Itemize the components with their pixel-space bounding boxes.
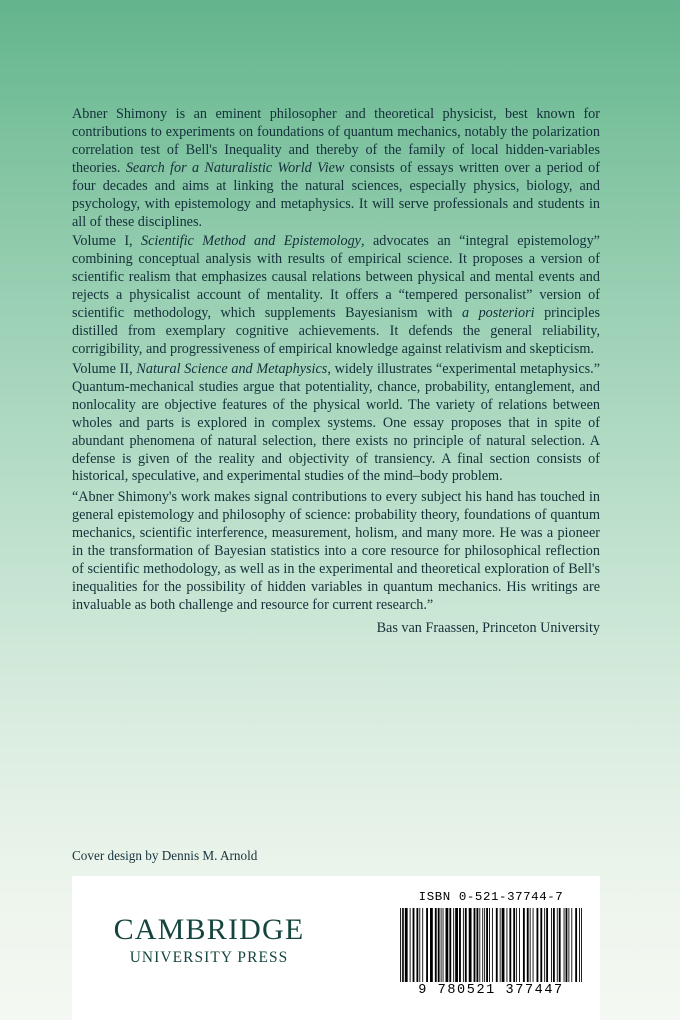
text-run: Abner Shimony is an eminent philosopher and theoretical physicist, best known for contributions to experiments on foundations of quantum mechanics, notably the polarization correlation test of Bell's Inequality and thereby of the family of local hidden-variables theories. xyxy=(72,106,600,176)
italic-run: Natural Science and Metaphysics xyxy=(136,360,328,377)
text-run: principles distilled from exemplary cognitive achievements. It defends the general reliability, corrigibility, and progressiveness of empirical knowledge against relativism and skepticism. xyxy=(72,305,601,358)
barcode-digits: 9 780521 377447 xyxy=(418,983,564,998)
italic-run: Scientific Method and Epistemology xyxy=(141,233,361,250)
barcode-image xyxy=(398,908,584,982)
publisher-name-line2: UNIVERSITY PRESS xyxy=(129,948,289,966)
text-run: consists of essays written over a period of four decades and aims at linking the natural sciences, especially physics, biology, and psychology, with epistemology and metaphysics. It will serve professionals and students in all of these disciplines. xyxy=(72,159,601,230)
italic-run: Search for a Naturalistic World View xyxy=(125,159,345,176)
text-run: , widely illustrates “experimental metaphysics.” Quantum-mechanical studies argue that potentiality, chance, probability, entanglement, and nonlocality are objective features of the physical world. The variety of relations between wholes and parts is explored in complex systems. One essay proposes that in spite of abundant phenomena of natural selection, there exists no principle of natural selection. A defense is given of the reality and objectivity of transiency. A final section consists of historical, speculative, and experimental studies of the mind–body problem. xyxy=(72,360,601,485)
isbn-block xyxy=(398,890,584,998)
cover-design-credit: Cover design by Dennis M. Arnold xyxy=(72,848,258,863)
publisher-name-line1: CAMBRIDGE xyxy=(113,913,305,946)
paragraph-volume-1 xyxy=(72,233,600,359)
text-run: Volume II, xyxy=(72,360,137,377)
endorsement-attribution: Bas van Fraassen, Princeton University xyxy=(376,619,600,636)
italic-run: a posteriori xyxy=(461,305,535,322)
text-run: Volume I, xyxy=(72,233,142,250)
publisher-panel xyxy=(72,876,600,1020)
cambridge-logo xyxy=(84,914,334,968)
isbn-label: ISBN 0-521-37744-7 xyxy=(418,890,564,904)
blurb-text-block xyxy=(72,106,600,638)
paragraph-endorsement xyxy=(72,489,600,615)
text-run: , advocates an “integral epistemology” combining conceptual analysis with results of empirical science. It proposes a version of scientific realism that emphasizes causal relations between physical and mental events and rejects a physicalist account of mentality. It offers a “tempered personalist” version of scientific methodology, which supplements Bayesianism with xyxy=(72,233,600,322)
text-run: “Abner Shimony's work makes signal contributions to every subject his hand has touched in general epistemology and philosophy of science: probability theory, foundations of quantum mechanics, scientific interference, measurement, holism, and many more. He was a pioneer in the transformation of Bayesian statistics into a core resource for philosophical reflection of scientific methodology, as well as in the experimental and theoretical exploration of Bell's inequalities for the possibility of hidden variables in quantum mechanics. His writings are invaluable as both challenge and resource for current research.” xyxy=(72,488,600,613)
paragraph-author xyxy=(72,106,600,232)
paragraph-volume-2 xyxy=(72,361,600,487)
